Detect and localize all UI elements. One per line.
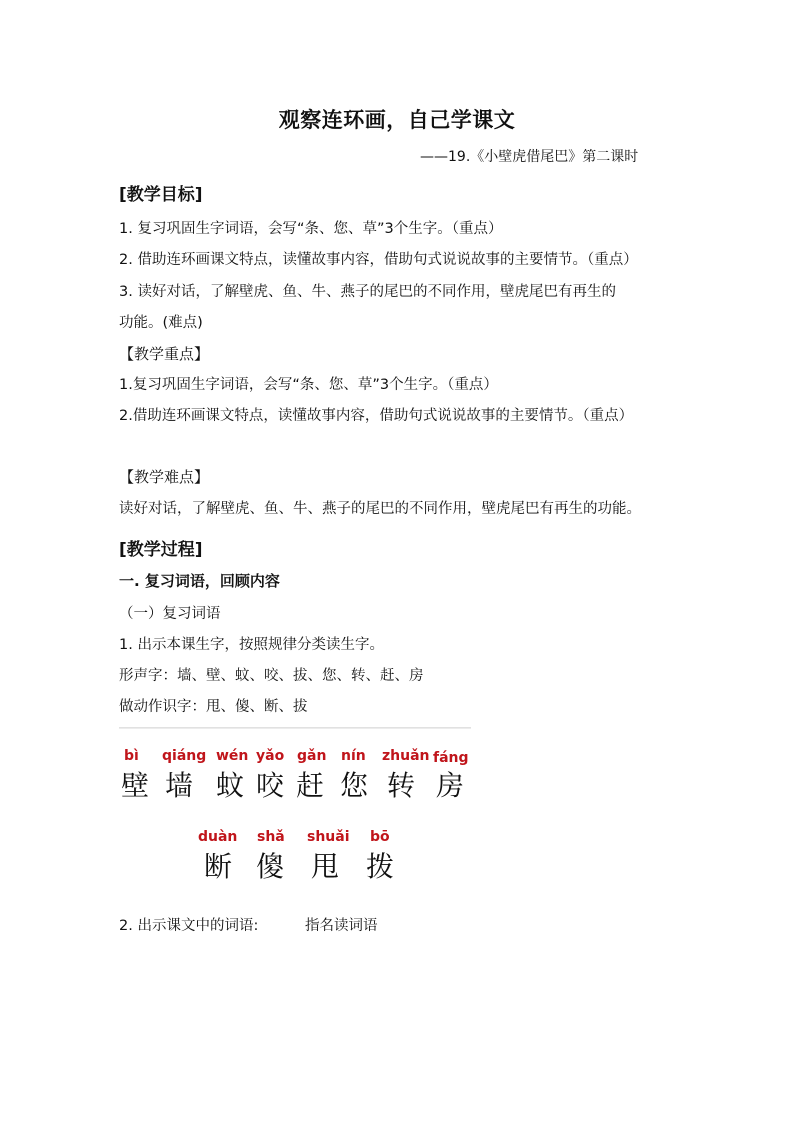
char-nin: 您 [340,769,369,802]
pinyin-qiang: qiáng [162,748,207,764]
objective-item-1: 1. 复习巩固生字词语，会写“条、您、草”3个生字。（重点） [119,221,503,237]
pinyin-nin: nín [341,748,366,764]
process-part-one: 一. 复习词语，回顾内容 [119,572,280,590]
key-points-heading: 【教学重点】 [119,345,210,363]
process-step-two-note: 指名读词语 [305,918,378,934]
process-heading: [教学过程] [119,540,203,560]
key-point-item-1: 1.复习巩固生字词语，会写“条、您、草”3个生字。（重点） [119,377,498,393]
objectives-heading: [教学目标] [119,185,203,205]
pinyin-shuai: shuǎi [307,829,350,845]
process-step-two: 2. 出示课文中的词语: [119,918,259,934]
page-title: 观察连环画，自己学课文 [278,108,516,132]
pinyin-duan: duàn [198,829,238,845]
image-top-border [119,727,471,729]
difficulties-text: 读好对话，了解壁虎、鱼、牛、燕子的尾巴的不同作用，壁虎尾巴有再生的功能。 [119,501,641,517]
objective-item-3: 3. 读好对话，了解壁虎、鱼、牛、燕子的尾巴的不同作用，壁虎尾巴有再生的 [119,284,616,300]
pinyin-sha: shǎ [257,829,285,845]
process-sub-one: （一）复习词语 [119,606,221,622]
char-duan: 断 [204,850,233,883]
process-step-one: 1. 出示本课生字，按照规律分类读生字。 [119,637,384,653]
page-subtitle: ——19.《小壁虎借尾巴》第二课时 [420,149,639,165]
xingsheng-chars: 形声字：墙、壁、蚊、咬、拔、您、转、赶、房 [119,668,424,684]
char-fang: 房 [436,769,465,802]
char-wen: 蚊 [216,769,245,802]
char-zhuan: 转 [387,769,416,802]
pinyin-fang: fáng [433,750,469,766]
char-bi: 壁 [121,769,150,802]
key-point-item-2: 2.借助连环画课文特点，读懂故事内容，借助句式说说故事的主要情节。（重点） [119,408,634,424]
char-qiang: 墙 [165,769,194,802]
char-gan: 赶 [296,769,325,802]
objective-item-3-cont: 功能。(难点) [119,315,203,331]
pinyin-bo: bō [370,829,390,845]
dongzuo-chars: 做动作识字：甩、傻、断、拔 [119,699,308,715]
difficulties-heading: 【教学难点】 [119,468,210,486]
char-bo: 拨 [366,850,395,883]
char-yao: 咬 [256,769,285,802]
pinyin-zhuan: zhuǎn [382,748,430,764]
char-shuai: 甩 [311,850,340,883]
objective-item-2: 2. 借助连环画课文特点，读懂故事内容，借助句式说说故事的主要情节。（重点） [119,252,638,268]
pinyin-wen: wén [216,748,249,764]
pinyin-gan: gǎn [297,748,327,764]
pinyin-yao: yǎo [256,748,285,764]
pinyin-bi: bì [124,748,139,764]
char-sha: 傻 [256,850,285,883]
